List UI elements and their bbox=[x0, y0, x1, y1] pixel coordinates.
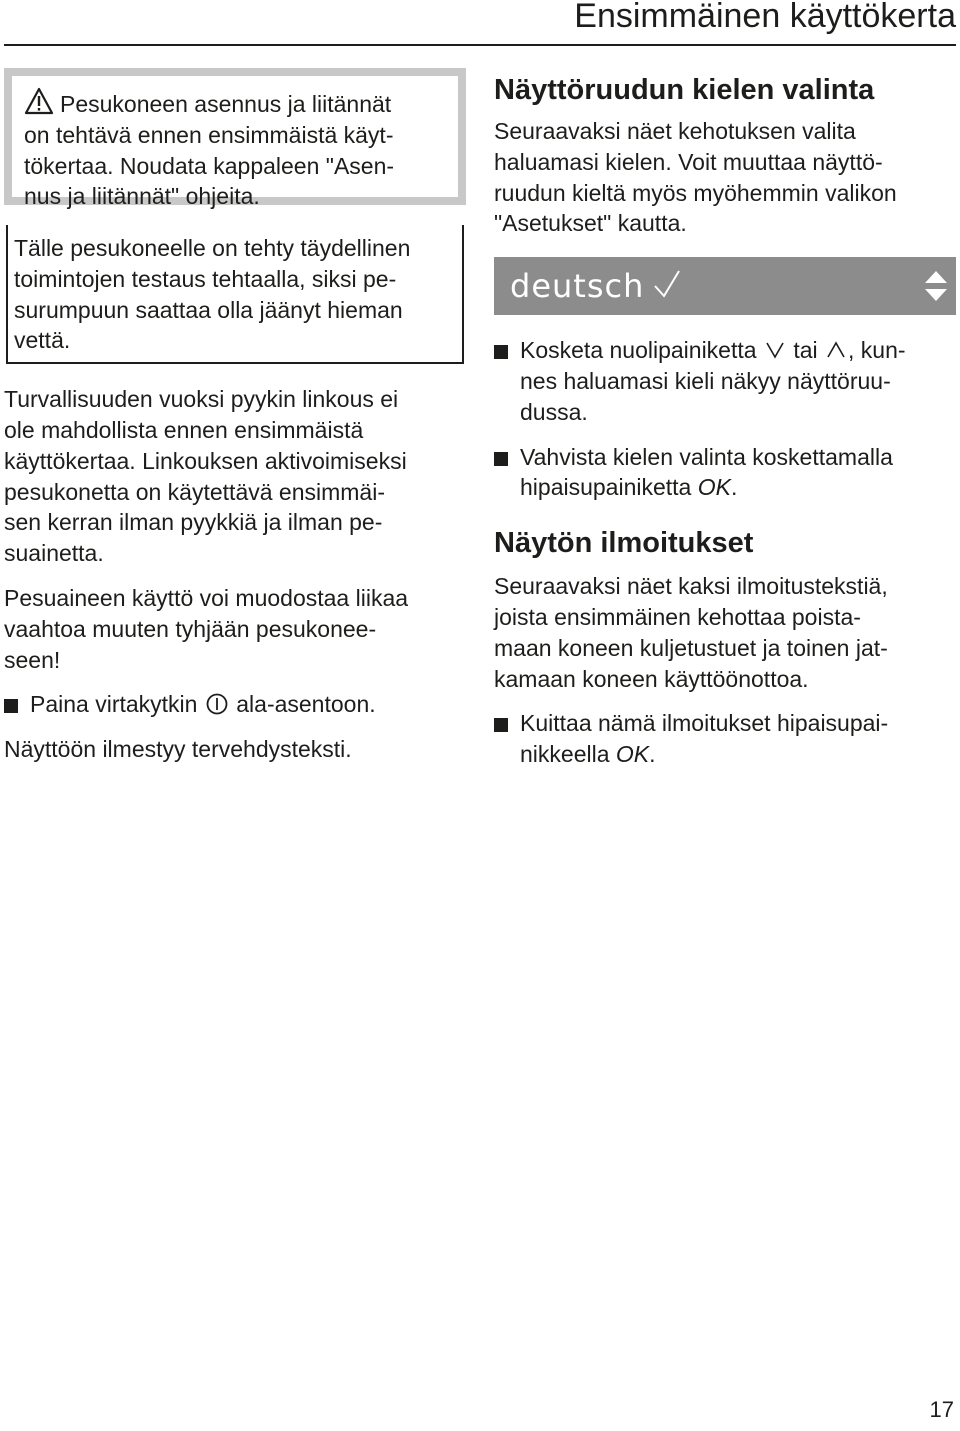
note-text: Tälle pesukoneelle on tehty täydellinen toimintojen testaus tehtaalla, siksi pe- surumpuun saattaa olla jäänyt hieman vettä. bbox=[14, 235, 411, 354]
list-item-confirm-language bbox=[494, 442, 956, 504]
display-panel bbox=[494, 257, 956, 315]
power-step-text bbox=[30, 689, 466, 720]
warning-inner bbox=[12, 76, 458, 210]
intro-messages: Seuraavaksi näet kaksi ilmoitustekstiä, joista ensimmäinen kehottaa poista- maan koneen kuljetustuet ja toinen jat- kamaan koneen käyttöönottoa. bbox=[494, 573, 888, 692]
bullet-square bbox=[494, 452, 508, 466]
left-column bbox=[4, 68, 466, 765]
note-box bbox=[6, 225, 464, 364]
bullet1-part-a: Kosketa nuolipainiketta bbox=[520, 337, 757, 364]
up-down-arrows-icon bbox=[924, 269, 948, 303]
warning-box bbox=[4, 68, 466, 210]
ok-button-label: OK bbox=[697, 474, 731, 501]
bullet-square bbox=[4, 699, 18, 713]
bullet-square bbox=[494, 345, 508, 359]
warning-text bbox=[24, 87, 448, 212]
bullet1-rest: nes haluamasi kieli näkyy näyttöruu- dussa. bbox=[520, 367, 891, 425]
acknowledge-text bbox=[520, 708, 956, 770]
heading-display-messages: Näytön ilmoitukset bbox=[494, 527, 754, 560]
bullet2-end: . bbox=[730, 474, 738, 501]
right-column bbox=[494, 68, 956, 770]
bullet2-text: Vahvista kielen valinta koskettamalla hipaisupainiketta bbox=[520, 443, 893, 501]
display-language-text: deutsch bbox=[510, 267, 645, 306]
bullet3-text: Kuittaa nämä ilmoitukset hipaisupai- nikkeella bbox=[520, 710, 889, 768]
bullet1-part-b: tai bbox=[793, 337, 818, 364]
paragraph-spin-safety: Turvallisuuden vuoksi pyykin linkous ei ole mahdollista ennen ensimmäistä käyttökertaa. Linkouksen aktivoimiseksi pesukonetta on käytettävä ensimmäi- sen kerran ilman pyykkiä ja ilman pe- suainetta. bbox=[4, 386, 407, 567]
header-rule bbox=[4, 44, 956, 46]
warning-triangle-icon bbox=[24, 87, 54, 115]
list-item-acknowledge bbox=[494, 708, 956, 770]
power-step-before: Paina virtakytkin bbox=[30, 691, 198, 718]
chevron-down-icon bbox=[765, 340, 785, 360]
power-switch-icon bbox=[206, 693, 228, 715]
bullet-square bbox=[494, 718, 508, 732]
power-step-after: ala-asentoon. bbox=[236, 691, 376, 718]
warning-body: Pesukoneen asennus ja liitännät on tehtävä ennen ensimmäistä käyt- tökertaa. Noudata kappaleen "Asen- nus ja liitännät" ohjeita. bbox=[24, 91, 395, 210]
select-language-text bbox=[520, 335, 956, 427]
list-item-power-step bbox=[4, 689, 466, 720]
intro-language: Seuraavaksi näet kehotuksen valita haluamasi kielen. Voit muuttaa näyttö- ruudun kieltä myös myöhemmin valikon "Asetukset" kautta. bbox=[494, 118, 897, 237]
page-number: 17 bbox=[929, 1397, 954, 1422]
list-item-select-language bbox=[494, 335, 956, 427]
page-header-title: Ensimmäinen käyttökerta bbox=[574, 0, 956, 35]
ok-button-label-2: OK bbox=[615, 741, 650, 768]
bullet3-end: . bbox=[649, 741, 656, 768]
bullet1-part-c: , kun- bbox=[848, 337, 906, 364]
paragraph-detergent-warning: Pesuaineen käyttö voi muodostaa liikaa vaahtoa muuten tyhjään pesukonee- seen! bbox=[4, 584, 409, 673]
heading-language-selection: Näyttöruudun kielen valinta bbox=[494, 74, 875, 106]
checkmark-icon bbox=[652, 269, 682, 299]
paragraph-greeting: Näyttöön ilmestyy tervehdysteksti. bbox=[4, 736, 352, 763]
confirm-language-text bbox=[520, 442, 956, 504]
chevron-up-icon bbox=[826, 340, 846, 360]
